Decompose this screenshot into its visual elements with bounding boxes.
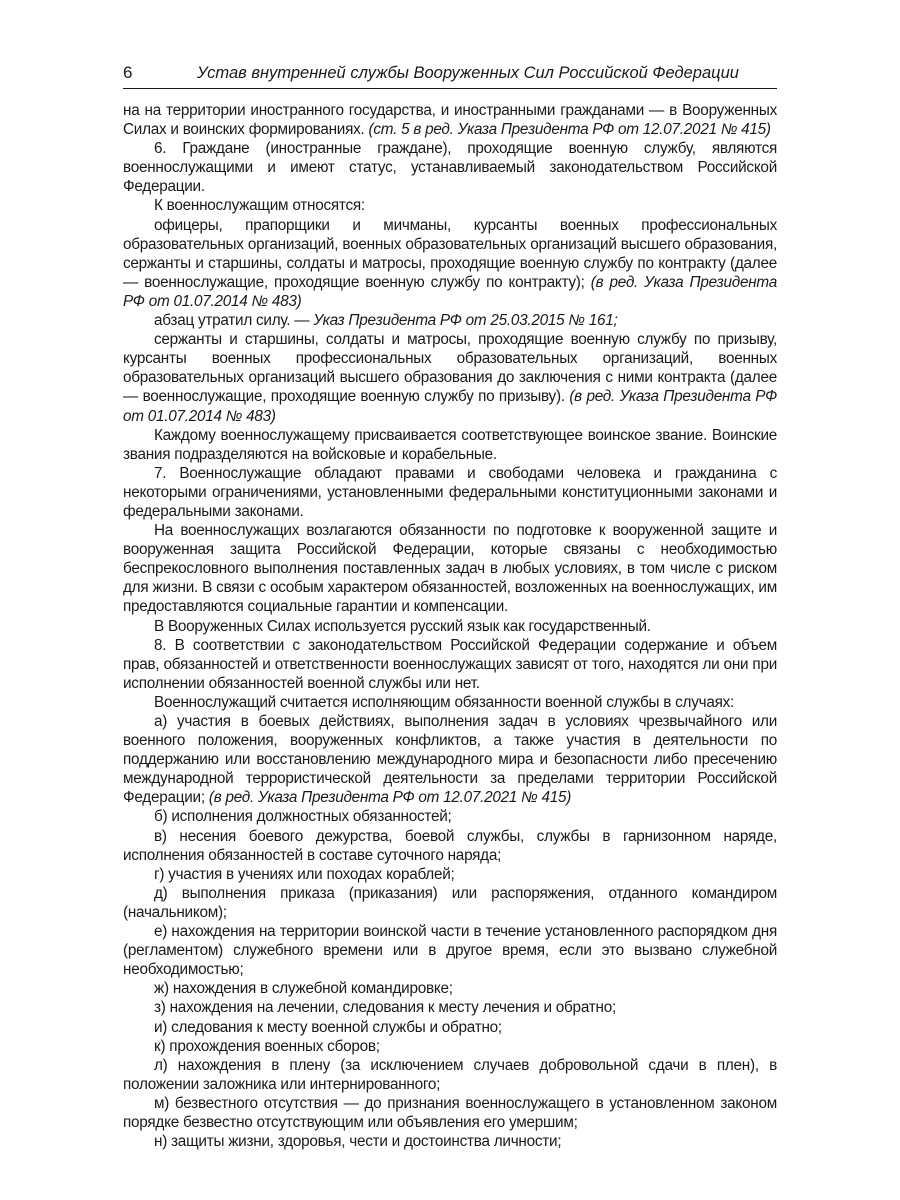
paragraph: б) исполнения должностных обязанностей;	[154, 808, 452, 826]
paragraph: л) нахождения в плену (за исключением случаев добровольной сдачи в плен), в положении заложника или интернированного;	[123, 1056, 777, 1093]
paragraph: На военнослужащих возлагаются обязанности по подготовке к вооруженной защите и вооруженная защита Российской Федерации, которые связаны с необходимостью беспрекословного выполнения поставленных задач в любых условиях, в том числе с риском для жизни. В связи с особым характером обязанностей, возложенных на военнослужащих, им предоставляются социальные гарантии и компенсации.	[123, 522, 777, 616]
paragraph: и) следования к месту военной службы и обратно;	[154, 1018, 502, 1036]
paragraph: на на территории иностранного государства, и иностранными гражданами — в Вооруженных Силах и воинских формированиях. (ст. 5 в ред. Указа Президента РФ от 12.07.2021 № 415)	[123, 102, 777, 139]
paragraph: К военнослужащим относятся:	[154, 197, 365, 215]
paragraph: е) нахождения на территории воинской части в течение установленного распорядком дня (регламентом) служебного времени или в другое время, если это вызвано служебной необходимостью;	[123, 923, 777, 979]
paragraph: сержанты и старшины, солдаты и матросы, проходящие военную службу по призыву, курсанты военных профессиональных образовательных организаций, военных образовательных организаций высшего образования до заключения с ними контракта (далее — военнослужащие, проходящие военную службу по призыву). (в ред. Указа Президента РФ от 01.07.2014 № 483)	[123, 331, 777, 425]
paragraph: ж) нахождения в служебной командировке;	[154, 980, 453, 998]
paragraph: 7. Военнослужащие обладают правами и свободами человека и гражданина с некоторыми ограничениями, установленными федеральными конституционными законами и федеральными законами.	[123, 464, 777, 520]
paragraph: д) выполнения приказа (приказания) или распоряжения, отданного командиром (начальником);	[123, 884, 777, 921]
paragraph: абзац утратил силу. — Указ Президента РФ от 25.03.2015 № 161;	[154, 312, 618, 330]
paragraph: Каждому военнослужащему присваивается соответствующее воинское звание. Воинские звания подразделяются на войсковые и корабельные.	[123, 426, 777, 463]
paragraph: з) нахождения на лечении, следования к месту лечения и обратно;	[154, 999, 616, 1017]
paragraph: в) несения боевого дежурства, боевой службы, службы в гарнизонном наряде, исполнения обязанностей в составе суточного наряда;	[123, 827, 777, 864]
paragraph: офицеры, прапорщики и мичманы, курсанты военных профессиональных образовательных организаций, военных образовательных организаций высшего образования, сержанты и старшины, солдаты и матросы, проходящие военную службу по контракту (далее — военнослужащие, проходящие военную службу по контракту); (в ред. Указа Президента РФ от 01.07.2014 № 483)	[123, 216, 777, 310]
paragraph: В Вооруженных Силах используется русский язык как государственный.	[154, 617, 651, 635]
body-text	[123, 101, 777, 1151]
paragraph: 6. Граждане (иностранные граждане), проходящие военную службу, являются военнослужащими и имеют статус, устанавливаемый законодательством Российской Федерации.	[123, 140, 777, 196]
page-number: 6	[123, 63, 133, 82]
paragraph: г) участия в учениях или походах кораблей;	[154, 865, 455, 883]
page-header	[123, 62, 775, 86]
paragraph: Военнослужащий считается исполняющим обязанности военной службы в случаях:	[154, 693, 735, 711]
header-rule	[123, 88, 777, 89]
paragraph: н) защиты жизни, здоровья, чести и достоинства личности;	[154, 1133, 562, 1151]
paragraph: к) прохождения военных сборов;	[154, 1037, 380, 1055]
running-title: Устав внутренней службы Вооруженных Сил Российской Федерации	[197, 64, 739, 82]
paragraph: 8. В соответствии с законодательством Российской Федерации содержание и объем прав, обязанностей и ответственности военнослужащих зависят от того, находятся ли они при исполнении обязанностей военной службы или нет.	[123, 636, 777, 692]
paragraph: а) участия в боевых действиях, выполнения задач в условиях чрезвычайного или военного положения, вооруженных конфликтов, а также участия в деятельности по поддержанию или восстановлению международного мира и безопасности либо пресечению международной террористической деятельности за пределами территории Российской Федерации; (в ред. Указа Президента РФ от 12.07.2021 № 415)	[123, 713, 777, 807]
paragraph: м) безвестного отсутствия — до признания военнослужащего в установленном законом порядке безвестно отсутствующим или объявления его умершим;	[123, 1094, 777, 1131]
